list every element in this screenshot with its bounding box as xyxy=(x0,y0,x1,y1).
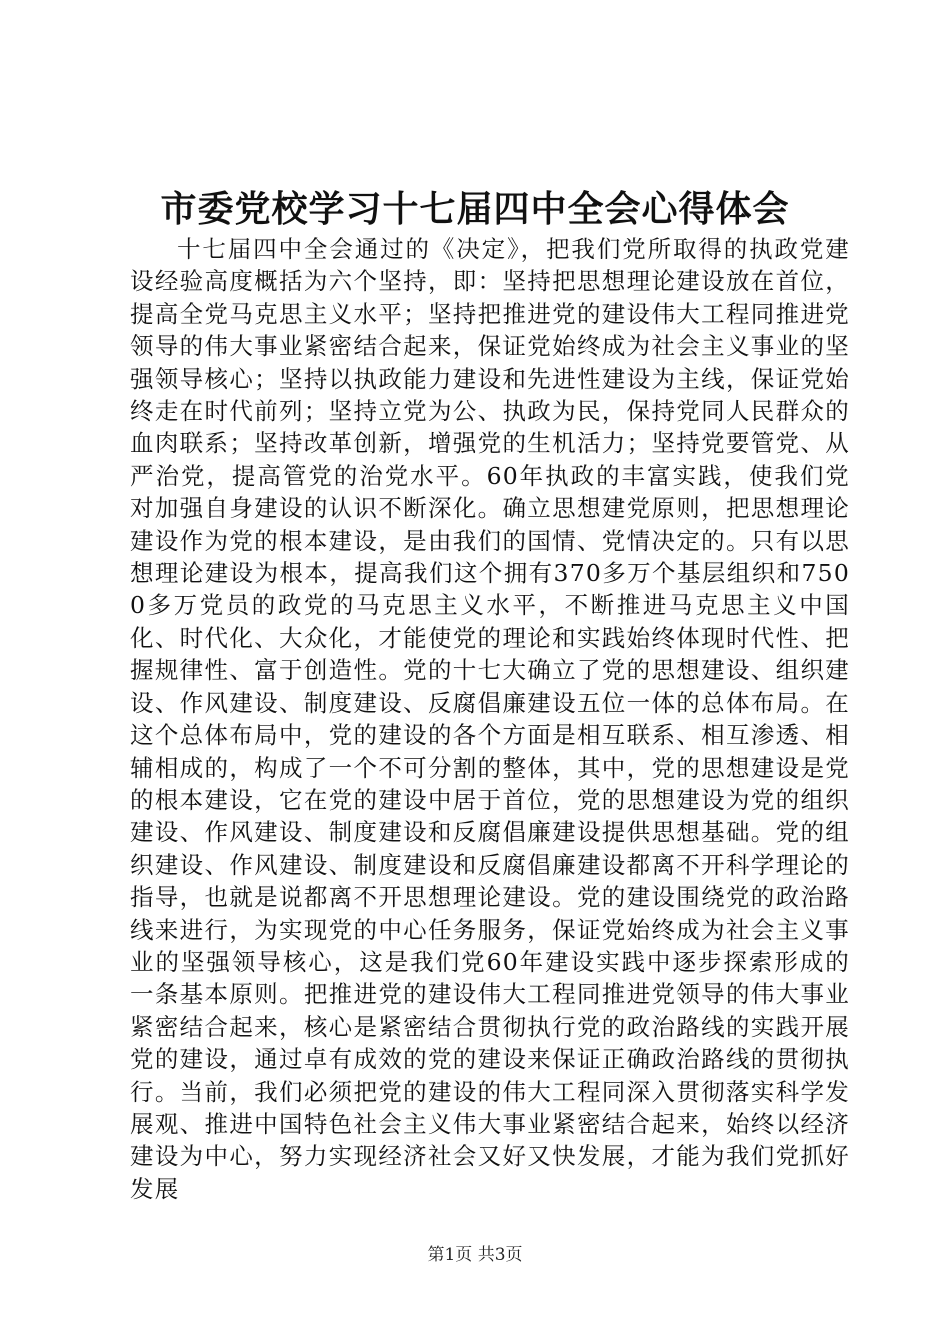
body-paragraph: 十七届四中全会通过的《决定》，把我们党所取得的执政党建设经验高度概括为六个坚持，即：坚持把思想理论建设放在首位，提高全党马克思主义水平；坚持把推进党的建设伟大工程同推进党领导的伟大事业紧密结合起来，保证党始终成为社会主义事业的坚强领导核心；坚持以执政能力建设和先进性建设为主线，保证党始终走在时代前列；坚持立党为公、执政为民，保持党同人民群众的血肉联系；坚持改革创新，增强党的生机活力；坚持党要管党、从严治党，提高管党的治党水平。60年执政的丰富实践，使我们党对加强自身建设的认识不断深化。确立思想建党原则，把思想理论建设作为党的根本建设，是由我们的国情、党情决定的。只有以思想理论建设为根本，提高我们这个拥有370多万个基层组织和7500多万党员的政党的马克思主义水平，不断推进马克思主义中国化、时代化、大众化，才能使党的理论和实践始终体现时代性、把握规律性、富于创造性。党的十七大确立了党的思想建设、组织建设、作风建设、制度建设、反腐倡廉建设五位一体的总体布局。在这个总体布局中，党的建设的各个方面是相互联系、相互渗透、相辅相成的，构成了一个不可分割的整体，其中，党的思想建设是党的根本建设，它在党的建设中居于首位，党的思想建设为党的组织建设、作风建设、制度建设和反腐倡廉建设提供思想基础。党的组织建设、作风建设、制度建设和反腐倡廉建设都离不开科学理论的指导，也就是说都离不开思想理论建设。党的建设围绕党的政治路线来进行，为实现党的中心任务服务，保证党始终成为社会主义事业的坚强领导核心，这是我们党60年建设实践中逐步探索形成的一条基本原则。把推进党的建设伟大工程同推进党领导的伟大事业紧密结合起来，核心是紧密结合贯彻执行党的政治路线的实践开展党的建设，通过卓有成效的党的建设来保证正确政治路线的贯彻执行。当前，我们必须把党的建设的伟大工程同深入贯彻落实科学发展观、推进中国特色社会主义伟大事业紧密结合起来，始终以经济建设为中心，努力实现经济社会又好又快发展，才能为我们党抓好发展 xyxy=(130,235,850,1203)
page-title: 市委党校学习十七届四中全会心得体会 xyxy=(160,188,790,230)
page-number-footer: 第1页 共3页 xyxy=(427,1245,523,1265)
